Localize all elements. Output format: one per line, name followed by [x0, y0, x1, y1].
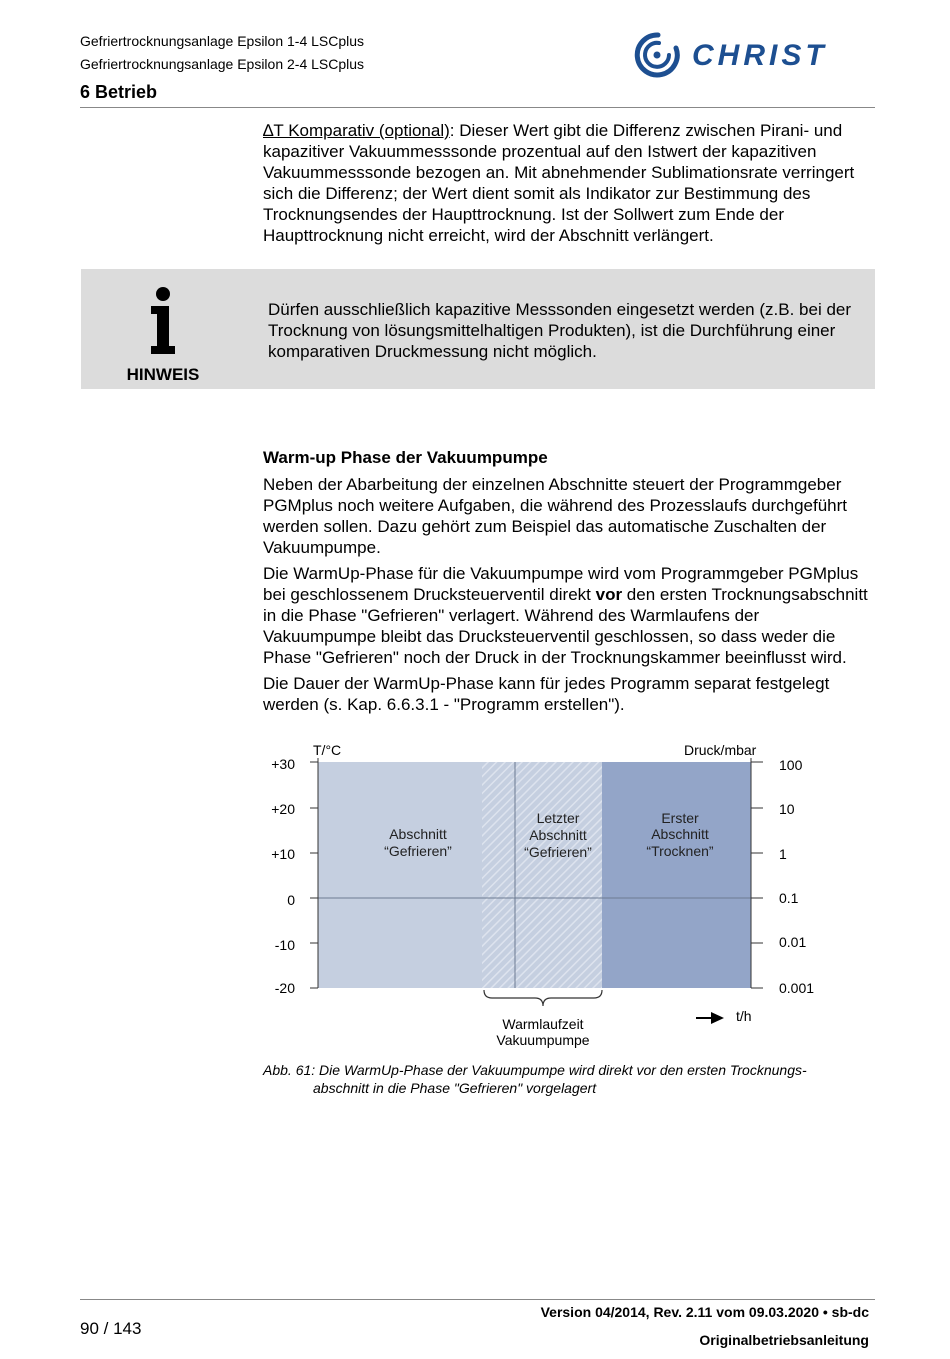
y-right-tick: 10: [779, 801, 795, 817]
region-label: Abschnitt: [389, 826, 447, 842]
section-body: [263, 474, 875, 720]
y-left-label: T/°C: [313, 742, 342, 758]
intro-text: : Dieser Wert gibt die Differenz zwischen Pirani- und kapazitiver Vakuummesssonde prozentual auf den Istwert der kapazitiven Vakuummesssonde bezogen an. Mit abnehmender Sublimationsrate verringert sich die Differenz; der Wert dient somit als Indikator zur Bestimmung des Trocknungsendes der Haupttrocknung. Ist der Sollwert zum Ende der Haupttrocknung nicht erreicht, wird der Abschnitt verlängert.: [263, 121, 855, 245]
term-delta-t: ∆T Komparativ (optional): [263, 121, 450, 140]
y-left-tick: +20: [271, 801, 295, 817]
chapter-title: 6 Betrieb: [80, 82, 158, 102]
region-letzter-gefrieren: [482, 762, 602, 988]
region-label: Erster: [661, 810, 699, 826]
region-label: “Gefrieren”: [524, 844, 592, 860]
note-text: Dürfen ausschließlich kapazitive Messsonden eingesetzt werden (z.B. bei der Trocknung von lösungsmittelhaltigen Produkten), ist die Durchführung einer komparativen Druckmessung nicht möglich.: [268, 300, 852, 361]
section-paragraph-2: Die WarmUp-Phase für die Vakuumpumpe wird vom Programmgeber PGMplus bei geschlossenem Drucksteuerventil direkt vor den ersten Trocknungsabschnitt in die Phase "Gefrieren" verlagert. Während des Warmlaufens der Vakuumpumpe bleibt das Drucksteuerventil geschlossen, so dass weder die Phase "Gefrieren" noch der Druck in der Trocknungskammer beeinflusst wird.: [263, 564, 868, 667]
header-line-1: Gefriertrocknungsanlage Epsilon 1-4 LSCplus: [80, 33, 365, 49]
y-right-label: Druck/mbar: [684, 742, 757, 758]
bold-vor: vor: [595, 585, 623, 604]
footer-divider: [80, 1299, 875, 1300]
y-left-tick: +10: [271, 846, 295, 862]
page-number: 90 / 143: [80, 1319, 142, 1338]
brace-label: Warmlaufzeit: [502, 1016, 584, 1032]
intro-paragraph: [263, 120, 875, 251]
x-label: t/h: [736, 1008, 752, 1024]
info-icon: [146, 286, 180, 356]
section-paragraph-1: Neben der Abarbeitung der einzelnen Abschnitte steuert der Programmgeber PGMplus noch weitere Aufgaben, die während des Prozesslaufs durchgeführt werden sollen. Dazu gehört zum Beispiel das automatische Zuschalten der Vakuumpumpe.: [263, 475, 848, 557]
header-line-2: Gefriertrocknungsanlage Epsilon 2-4 LSCplus: [80, 56, 365, 72]
region-label: Abschnitt: [529, 827, 587, 843]
section-title: Warm-up Phase der Vakuumpumpe: [263, 448, 548, 467]
caption-line-2: abschnitt in die Phase "Gefrieren" vorgelagert: [313, 1080, 597, 1096]
region-label: “Gefrieren”: [384, 843, 452, 859]
footer-doc-type: Originalbetriebsanleitung: [699, 1332, 869, 1348]
region-label: Abschnitt: [651, 826, 709, 842]
logo-text: CHRIST: [692, 39, 828, 72]
region-erster-trocknen: [602, 762, 751, 988]
y-left-tick: 0: [287, 892, 295, 908]
y-right-tick: 1: [779, 846, 787, 862]
logo-swirl-icon: [637, 35, 677, 75]
region-label: Letzter: [536, 810, 580, 826]
y-right-tick: 0.001: [779, 980, 815, 996]
caption-line-1: Abb. 61: Die WarmUp-Phase der Vakuumpumpe wird direkt vor den ersten Trocknungs-: [263, 1062, 807, 1078]
section-paragraph-3: Die Dauer der WarmUp-Phase kann für jedes Programm separat festgelegt werden (s. Kap. 6.6.3.1 - "Programm erstellen").: [263, 674, 830, 714]
y-right-tick: 0.01: [779, 934, 807, 950]
y-left-tick: +30: [271, 756, 295, 772]
warmup-brace: [484, 990, 602, 1006]
y-left-tick: -10: [274, 937, 295, 953]
note-label: HINWEIS: [126, 365, 200, 384]
figure-caption: [263, 1061, 863, 1097]
warmup-chart: [263, 740, 815, 1055]
christ-logo: [632, 30, 872, 82]
brace-label: Vakuumpumpe: [496, 1032, 590, 1048]
time-arrow-icon: [696, 1012, 724, 1024]
region-label: “Trocknen”: [646, 843, 714, 859]
y-right-tick: 100: [779, 757, 803, 773]
region-gefrieren: [318, 762, 482, 988]
footer-version: Version 04/2014, Rev. 2.11 vom 09.03.2020 • sb-dc: [540, 1304, 869, 1320]
header-divider: [80, 107, 875, 108]
y-right-tick: 0.1: [779, 890, 799, 906]
y-left-tick: -20: [274, 980, 295, 996]
